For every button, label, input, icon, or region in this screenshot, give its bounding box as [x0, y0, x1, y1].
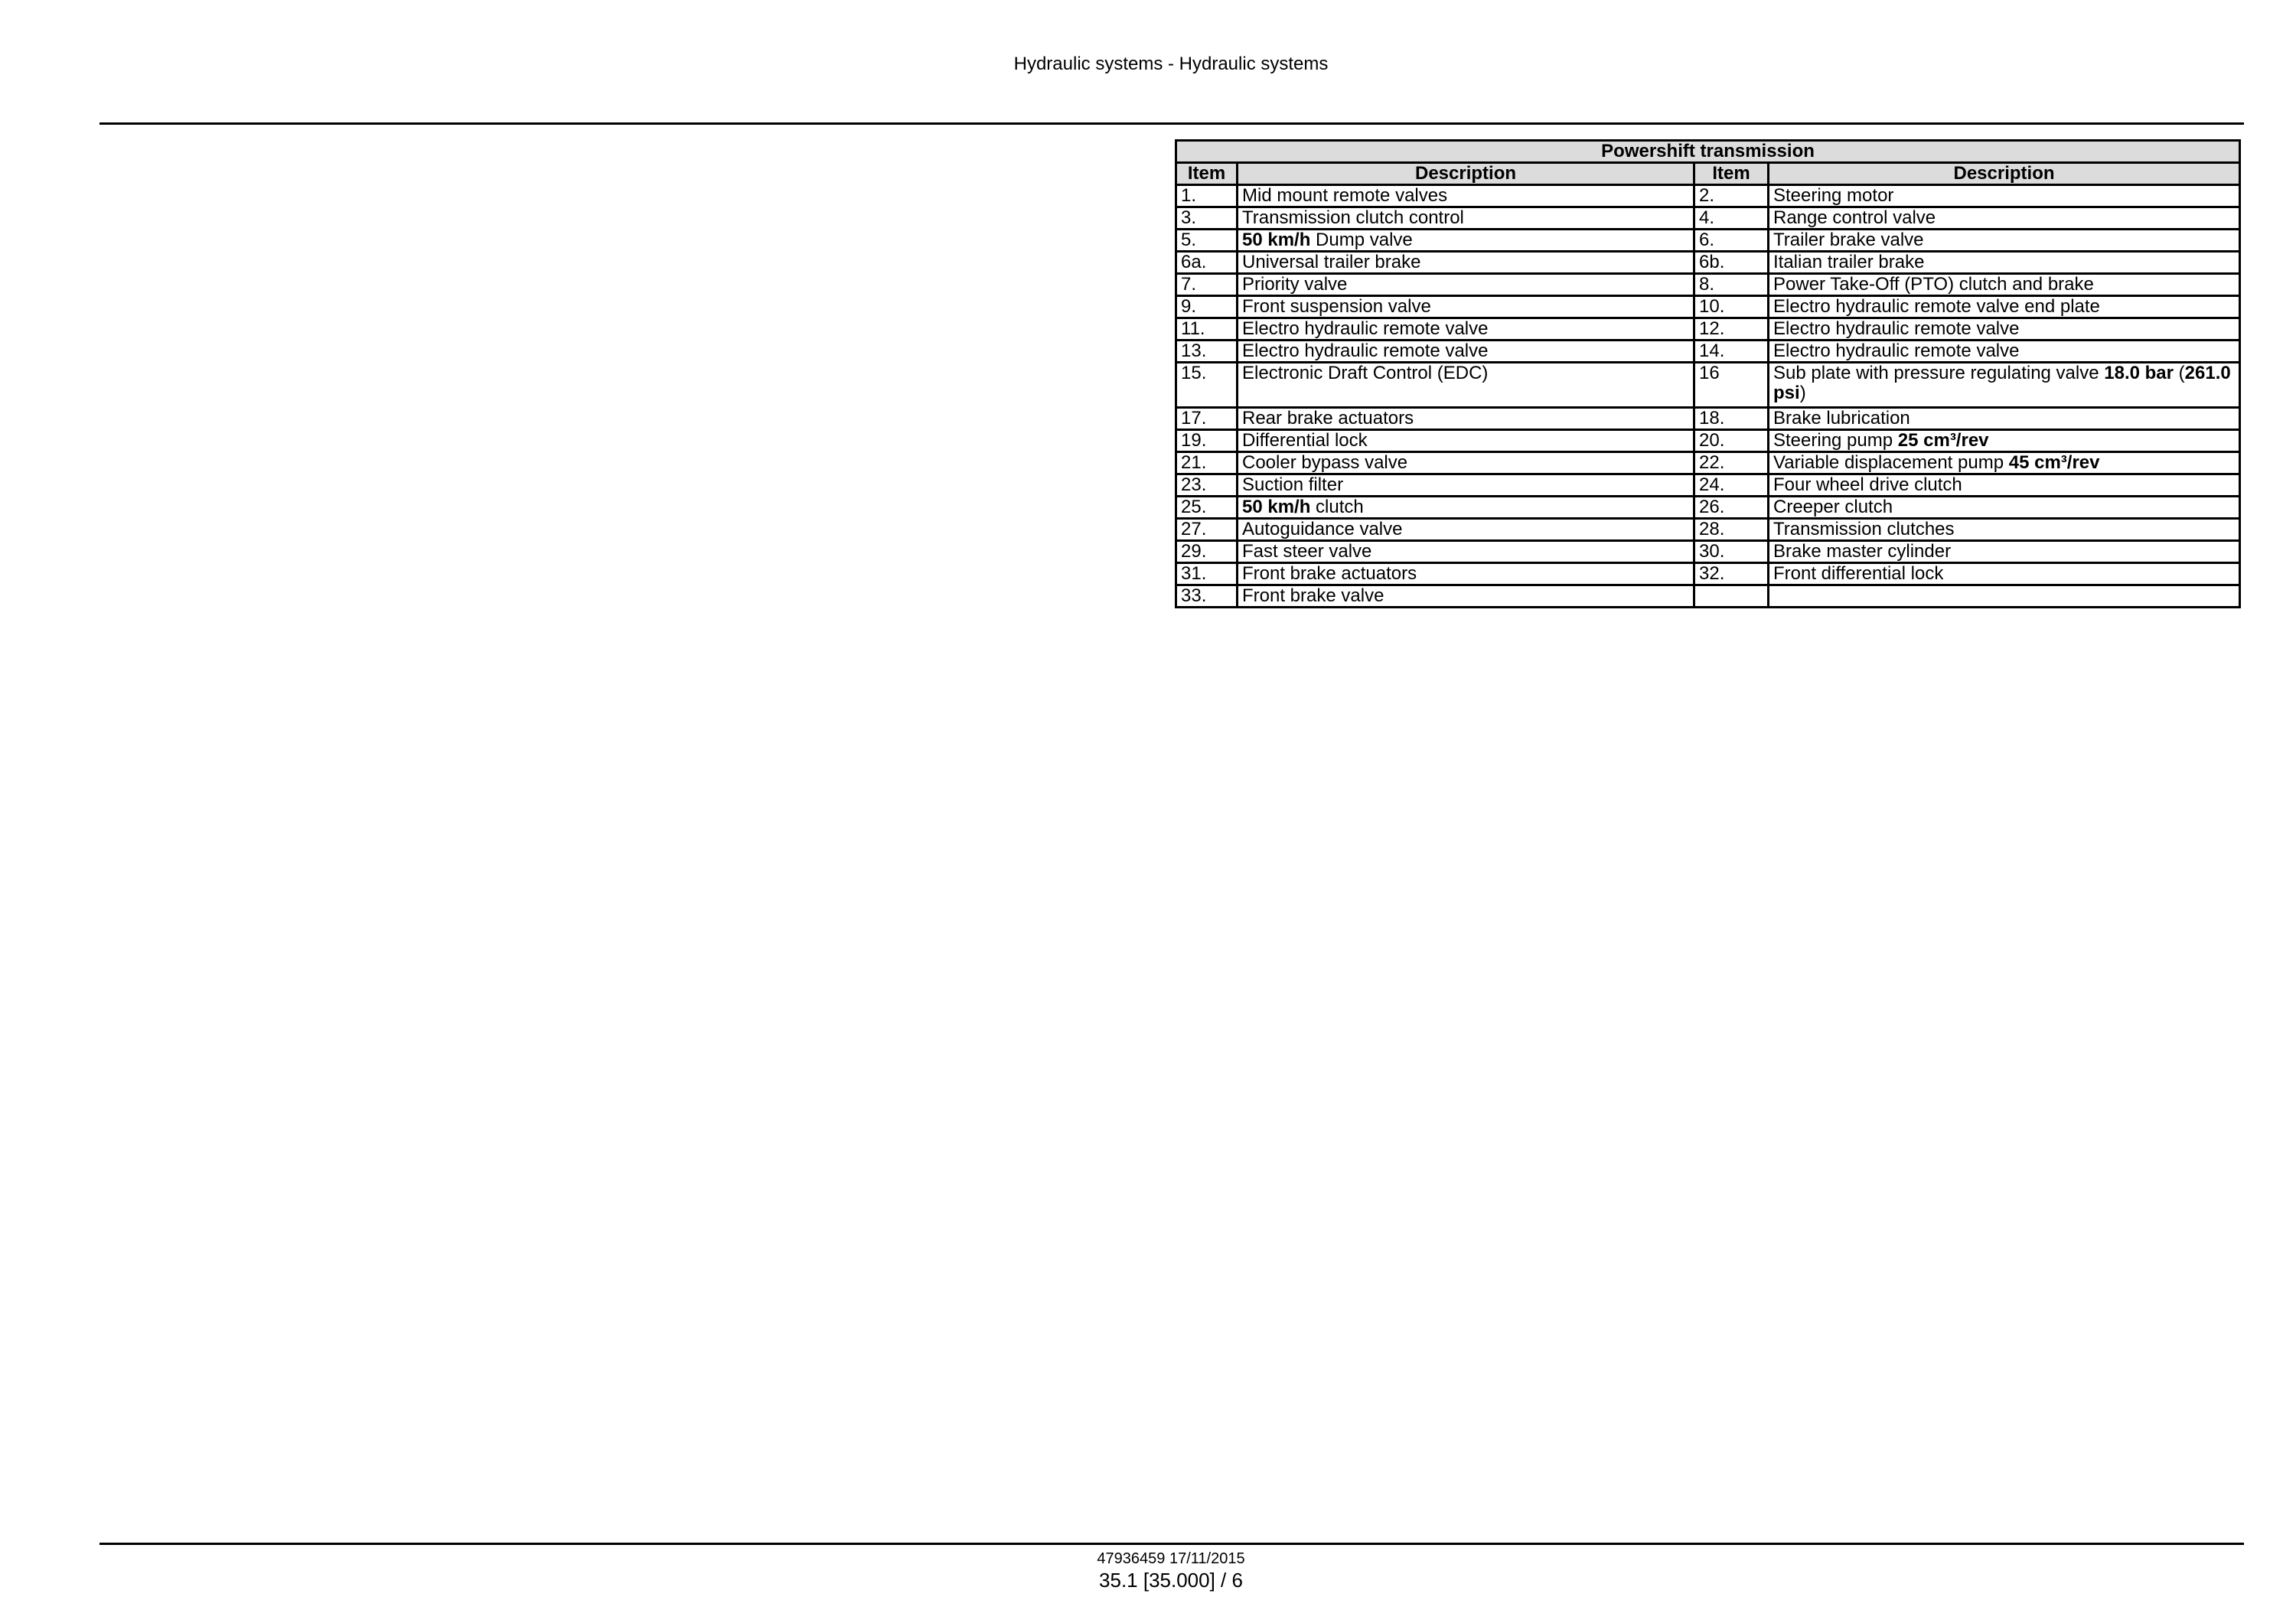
description-text: Priority valve [1242, 274, 1348, 295]
table-row [1176, 274, 2240, 296]
footer-rule [99, 1543, 2244, 1545]
description-text: Front suspension valve [1242, 296, 1431, 317]
item-number: 31. [1176, 563, 1238, 585]
item-number: 30. [1694, 541, 1769, 563]
item-description [1238, 341, 1694, 363]
bold-value: 45 cm³/rev [2008, 452, 2100, 473]
description-text: Transmission clutch control [1242, 207, 1464, 228]
item-number: 7. [1176, 274, 1238, 296]
item-description [1238, 541, 1694, 563]
item-number: 18. [1694, 408, 1769, 430]
description-text: ) [1799, 383, 1806, 403]
item-number: 19. [1176, 430, 1238, 452]
column-header-description: Description [1769, 163, 2240, 185]
item-description [1769, 541, 2240, 563]
item-description [1238, 296, 1694, 318]
item-description [1238, 430, 1694, 452]
table-row [1176, 341, 2240, 363]
description-text: Electro hydraulic remote valve [1242, 318, 1489, 339]
item-number: 10. [1694, 296, 1769, 318]
item-description [1769, 452, 2240, 474]
description-text: Universal trailer brake [1242, 252, 1421, 272]
description-text: Transmission clutches [1773, 519, 1955, 539]
item-description [1769, 519, 2240, 541]
item-number: 6b. [1694, 252, 1769, 274]
description-text: Front brake valve [1242, 585, 1384, 606]
item-description [1769, 207, 2240, 230]
description-text: Creeper clutch [1773, 497, 1893, 517]
item-description [1238, 408, 1694, 430]
table-row [1176, 408, 2240, 430]
description-text: Sub plate with pressure regulating valve [1773, 363, 2105, 383]
item-description [1769, 585, 2240, 608]
bold-value: 261.0 psi [1773, 363, 2231, 403]
footer-page-reference: 35.1 [35.000] / 6 [1099, 1569, 1243, 1592]
item-number: 25. [1176, 497, 1238, 519]
bold-value: 50 km/h [1242, 497, 1311, 517]
description-text: Front brake actuators [1242, 563, 1417, 584]
description-text: Electronic Draft Control (EDC) [1242, 363, 1489, 383]
item-number: 20. [1694, 430, 1769, 452]
item-number: 16 [1694, 363, 1769, 408]
table-row [1176, 363, 2240, 408]
description-text: Cooler bypass valve [1242, 452, 1408, 473]
item-description [1238, 363, 1694, 408]
description-text: Four wheel drive clutch [1773, 474, 1962, 495]
item-number: 27. [1176, 519, 1238, 541]
item-number: 8. [1694, 274, 1769, 296]
item-number: 9. [1176, 296, 1238, 318]
item-description [1238, 474, 1694, 497]
table-row [1176, 474, 2240, 497]
item-number: 15. [1176, 363, 1238, 408]
description-text: Rear brake actuators [1242, 408, 1414, 429]
table-row [1176, 318, 2240, 341]
item-number: 5. [1176, 230, 1238, 252]
item-number: 12. [1694, 318, 1769, 341]
legend-table [1175, 139, 2241, 608]
table-row [1176, 296, 2240, 318]
item-description [1769, 318, 2240, 341]
item-number: 33. [1176, 585, 1238, 608]
table-row [1176, 430, 2240, 452]
item-number: 4. [1694, 207, 1769, 230]
table-row [1176, 230, 2240, 252]
description-text: Brake master cylinder [1773, 541, 1952, 562]
description-text: Autoguidance valve [1242, 519, 1403, 539]
item-number: 11. [1176, 318, 1238, 341]
item-description [1238, 252, 1694, 274]
item-number: 28. [1694, 519, 1769, 541]
item-description [1238, 497, 1694, 519]
description-text: Mid mount remote valves [1242, 185, 1448, 206]
item-description [1769, 230, 2240, 252]
description-text: Variable displacement pump [1773, 452, 2009, 473]
description-text: Differential lock [1242, 430, 1368, 451]
description-text: Range control valve [1773, 207, 1936, 228]
table-row [1176, 185, 2240, 207]
item-number: 22. [1694, 452, 1769, 474]
item-number: 13. [1176, 341, 1238, 363]
item-description [1769, 341, 2240, 363]
description-text: Suction filter [1242, 474, 1344, 495]
description-text: Fast steer valve [1242, 541, 1372, 562]
item-description [1769, 408, 2240, 430]
page-header-title: Hydraulic systems - Hydraulic systems [1013, 54, 1329, 74]
item-description [1769, 252, 2240, 274]
item-description [1238, 207, 1694, 230]
description-text: clutch [1310, 497, 1364, 517]
column-header-item: Item [1176, 163, 1238, 185]
item-description [1238, 585, 1694, 608]
column-header-item: Item [1694, 163, 1769, 185]
item-description [1769, 430, 2240, 452]
description-text: ( [2173, 363, 2185, 383]
item-number: 6a. [1176, 252, 1238, 274]
description-text: Dump valve [1310, 230, 1413, 250]
description-text: Electro hydraulic remote valve [1242, 341, 1489, 361]
table-title: Powershift transmission [1176, 141, 2240, 163]
bold-value: 50 km/h [1242, 230, 1311, 250]
item-description [1769, 296, 2240, 318]
item-number: 24. [1694, 474, 1769, 497]
table-row [1176, 252, 2240, 274]
table-row [1176, 541, 2240, 563]
description-text: Trailer brake valve [1773, 230, 1924, 250]
description-text: Steering pump [1773, 430, 1898, 451]
description-text: Power Take-Off (PTO) clutch and brake [1773, 274, 2094, 295]
bold-value: 18.0 bar [2104, 363, 2174, 383]
item-number: 17. [1176, 408, 1238, 430]
description-text: Electro hydraulic remote valve [1773, 318, 2020, 339]
item-description [1238, 452, 1694, 474]
description-text: Front differential lock [1773, 563, 1944, 584]
table-row [1176, 519, 2240, 541]
description-text: Brake lubrication [1773, 408, 1910, 429]
item-description [1238, 274, 1694, 296]
item-number: 21. [1176, 452, 1238, 474]
item-description [1238, 230, 1694, 252]
item-number: 2. [1694, 185, 1769, 207]
item-description [1238, 318, 1694, 341]
footer-document-reference: 47936459 17/11/2015 [1097, 1550, 1245, 1567]
description-text: Steering motor [1773, 185, 1894, 206]
item-number: 6. [1694, 230, 1769, 252]
description-text: Electro hydraulic remote valve end plate [1773, 296, 2100, 317]
item-description [1769, 497, 2240, 519]
item-number: 26. [1694, 497, 1769, 519]
item-number: 1. [1176, 185, 1238, 207]
item-number: 14. [1694, 341, 1769, 363]
table-row [1176, 452, 2240, 474]
item-description [1769, 363, 2240, 408]
item-number [1694, 585, 1769, 608]
header-rule [99, 122, 2244, 125]
item-description [1769, 563, 2240, 585]
table-row [1176, 585, 2240, 608]
item-number: 29. [1176, 541, 1238, 563]
description-text: Electro hydraulic remote valve [1773, 341, 2020, 361]
item-description [1769, 185, 2240, 207]
item-description [1769, 274, 2240, 296]
table-row [1176, 497, 2240, 519]
table-row [1176, 563, 2240, 585]
column-header-description: Description [1238, 163, 1694, 185]
item-number: 3. [1176, 207, 1238, 230]
table-row [1176, 207, 2240, 230]
description-text: Italian trailer brake [1773, 252, 1925, 272]
item-number: 23. [1176, 474, 1238, 497]
item-description [1769, 474, 2240, 497]
item-description [1238, 563, 1694, 585]
item-description [1238, 519, 1694, 541]
bold-value: 25 cm³/rev [1897, 430, 1989, 451]
item-description [1238, 185, 1694, 207]
item-number: 32. [1694, 563, 1769, 585]
table-body [1176, 185, 2240, 608]
